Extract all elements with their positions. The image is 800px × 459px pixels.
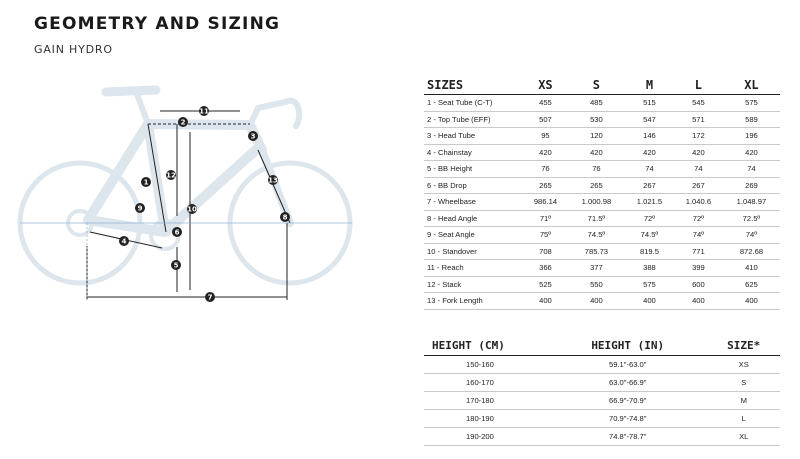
height-value: 180-190: [424, 410, 548, 428]
measurement-value: 485: [568, 95, 625, 112]
marker-4: [119, 236, 129, 246]
size-value: XL: [707, 428, 780, 446]
measurement-value: 267: [674, 177, 723, 194]
size-value: M: [707, 392, 780, 410]
height-value: 170-180: [424, 392, 548, 410]
height-value: 63.0"-66.9": [548, 374, 707, 392]
table-row: [424, 95, 780, 112]
measurement-value: 420: [523, 144, 568, 161]
height-value: 59.1"-63.0": [548, 356, 707, 374]
measurement-value: 530: [568, 111, 625, 128]
measurement-label: 9 - Seat Angle: [424, 227, 523, 244]
size-value: S: [707, 374, 780, 392]
measurement-value: 420: [723, 144, 780, 161]
measurement-value: 265: [568, 177, 625, 194]
measurement-value: 72.5º: [723, 210, 780, 227]
measurement-value: 74.5º: [568, 227, 625, 244]
column-header: SIZE*: [707, 335, 780, 356]
measurement-label: 8 - Head Angle: [424, 210, 523, 227]
measurement-value: 872.68: [723, 243, 780, 260]
measurement-value: 420: [674, 144, 723, 161]
model-name: GAIN HYDRO: [34, 43, 113, 56]
measurement-value: 74: [625, 161, 674, 178]
measurement-value: 547: [625, 111, 674, 128]
svg-text:5: 5: [173, 261, 179, 270]
table-row: [424, 227, 780, 244]
size-value: XS: [707, 356, 780, 374]
table-row: [424, 276, 780, 293]
measurement-value: 71º: [523, 210, 568, 227]
measurement-value: 95: [523, 128, 568, 145]
height-value: 66.9"-70.9": [548, 392, 707, 410]
measurement-value: 72º: [625, 210, 674, 227]
seatpost: [137, 94, 148, 124]
measurement-value: 819.5: [625, 243, 674, 260]
size-value: L: [707, 410, 780, 428]
column-header: S: [568, 76, 625, 95]
table-row: [424, 210, 780, 227]
measurement-value: 400: [723, 293, 780, 310]
measurement-value: 420: [625, 144, 674, 161]
marker-3: [248, 131, 258, 141]
measurement-value: 71.5º: [568, 210, 625, 227]
measurement-value: 708: [523, 243, 568, 260]
table-row: [424, 392, 780, 410]
measurement-label: 10 - Standover: [424, 243, 523, 260]
height-value: 74.8"-78.7": [548, 428, 707, 446]
svg-text:3: 3: [250, 132, 256, 141]
measurement-value: 265: [523, 177, 568, 194]
marker-2: [178, 117, 188, 127]
svg-text:2: 2: [180, 118, 186, 127]
table-row: [424, 111, 780, 128]
measurement-value: 388: [625, 260, 674, 277]
column-header: XS: [523, 76, 568, 95]
table-row: [424, 194, 780, 211]
marker-7: [205, 292, 215, 302]
svg-text:4: 4: [121, 237, 127, 246]
measurement-value: 589: [723, 111, 780, 128]
measurement-value: 399: [674, 260, 723, 277]
measurement-value: 785.73: [568, 243, 625, 260]
measurement-value: 575: [723, 95, 780, 112]
svg-text:13: 13: [268, 176, 278, 185]
marker-11: [199, 106, 209, 116]
measurement-value: 545: [674, 95, 723, 112]
measurement-value: 196: [723, 128, 780, 145]
measurement-value: 1.000.98: [568, 194, 625, 211]
height-value: 70.9"-74.8": [548, 410, 707, 428]
measurement-value: 366: [523, 260, 568, 277]
table-row: [424, 293, 780, 310]
marker-9: [135, 203, 145, 213]
handlebar: [250, 101, 299, 126]
measurement-label: 6 - BB Drop: [424, 177, 523, 194]
measurement-value: 269: [723, 177, 780, 194]
table-row: [424, 356, 780, 374]
measurement-value: 410: [723, 260, 780, 277]
column-header: XL: [723, 76, 780, 95]
measurement-value: 400: [625, 293, 674, 310]
measurement-label: 5 - BB Height: [424, 161, 523, 178]
table-row: [424, 410, 780, 428]
svg-text:12: 12: [166, 171, 176, 180]
saddle: [106, 90, 156, 92]
marker-13: [268, 175, 278, 185]
measurement-value: 74.5º: [625, 227, 674, 244]
measurement-value: 400: [568, 293, 625, 310]
table-row: [424, 161, 780, 178]
measurement-value: 986.14: [523, 194, 568, 211]
measurement-value: 76: [568, 161, 625, 178]
height-value: 190-200: [424, 428, 548, 446]
measurement-label: 11 - Reach: [424, 260, 523, 277]
measurement-label: 7 - Wheelbase: [424, 194, 523, 211]
sizing-header-row: [424, 335, 780, 356]
measurement-value: 550: [568, 276, 625, 293]
measurement-value: 74º: [723, 227, 780, 244]
marker-1: [141, 177, 151, 187]
column-header: L: [674, 76, 723, 95]
measurement-value: 75º: [523, 227, 568, 244]
measurement-label: 1 - Seat Tube (C-T): [424, 95, 523, 112]
measurement-value: 571: [674, 111, 723, 128]
column-header: HEIGHT (CM): [424, 335, 548, 356]
measurement-label: 13 - Fork Length: [424, 293, 523, 310]
measurement-value: 1.048.97: [723, 194, 780, 211]
svg-text:8: 8: [282, 213, 288, 222]
measurement-value: 625: [723, 276, 780, 293]
measurement-value: 1.021.5: [625, 194, 674, 211]
measurement-value: 76: [523, 161, 568, 178]
measurement-value: 400: [674, 293, 723, 310]
geometry-table: [424, 76, 780, 310]
measurement-value: 120: [568, 128, 625, 145]
svg-text:6: 6: [174, 228, 180, 237]
geometry-header-row: [424, 76, 780, 95]
svg-text:7: 7: [207, 293, 213, 302]
marker-6: [172, 227, 182, 237]
measurement-label: 3 - Head Tube: [424, 128, 523, 145]
measurement-value: 74: [674, 161, 723, 178]
measurement-value: 400: [523, 293, 568, 310]
measurement-label: 2 - Top Tube (EFF): [424, 111, 523, 128]
table-row: [424, 144, 780, 161]
marker-5: [171, 260, 181, 270]
table-row: [424, 374, 780, 392]
table-row: [424, 428, 780, 446]
column-header: SIZES: [424, 76, 523, 95]
marker-12: [166, 170, 176, 180]
measurement-value: 515: [625, 95, 674, 112]
measurement-value: 74º: [674, 227, 723, 244]
measurement-value: 525: [523, 276, 568, 293]
measurement-value: 267: [625, 177, 674, 194]
page-title: GEOMETRY AND SIZING: [34, 14, 281, 34]
bike-geometry-diagram: [0, 62, 420, 312]
measurement-value: 146: [625, 128, 674, 145]
measurement-value: 1.040.6: [674, 194, 723, 211]
svg-text:11: 11: [199, 107, 209, 116]
svg-text:10: 10: [187, 205, 197, 214]
measurement-label: 4 - Chainstay: [424, 144, 523, 161]
marker-10: [187, 204, 197, 214]
marker-8: [280, 212, 290, 222]
table-row: [424, 260, 780, 277]
table-row: [424, 243, 780, 260]
reference-lines: [20, 223, 352, 300]
measurement-value: 420: [568, 144, 625, 161]
measurement-value: 507: [523, 111, 568, 128]
measurement-label: 12 - Stack: [424, 276, 523, 293]
measurement-value: 600: [674, 276, 723, 293]
measurement-value: 172: [674, 128, 723, 145]
measurement-value: 771: [674, 243, 723, 260]
column-header: HEIGHT (IN): [548, 335, 707, 356]
height-value: 160-170: [424, 374, 548, 392]
sizing-table: [424, 335, 780, 446]
measurement-value: 575: [625, 276, 674, 293]
measurement-value: 455: [523, 95, 568, 112]
measurement-value: 72º: [674, 210, 723, 227]
height-value: 150-160: [424, 356, 548, 374]
column-header: M: [625, 76, 674, 95]
measurement-value: 74: [723, 161, 780, 178]
measurement-value: 377: [568, 260, 625, 277]
svg-text:9: 9: [137, 204, 143, 213]
table-row: [424, 177, 780, 194]
svg-text:1: 1: [143, 178, 149, 187]
table-row: [424, 128, 780, 145]
